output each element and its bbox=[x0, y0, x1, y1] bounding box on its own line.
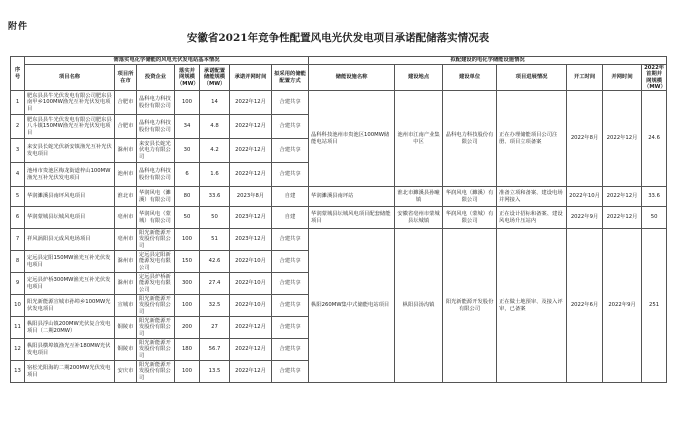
row-method: 合建共享 bbox=[272, 139, 309, 163]
row-method: 合建共享 bbox=[272, 361, 309, 383]
row-method: 合建共享 bbox=[272, 91, 309, 115]
group-header-row bbox=[11, 57, 667, 65]
row-city: 宣城市 bbox=[115, 295, 137, 317]
group-project: 需落实电化学储能的风电光伏发电站基本情况 bbox=[25, 57, 309, 65]
row-seq: 8 bbox=[11, 251, 25, 273]
col-storage-start: 开工时间 bbox=[567, 65, 603, 91]
storage-scale: 24.6 bbox=[642, 91, 667, 187]
row-method: 自建 bbox=[272, 187, 309, 207]
col-storage-location: 建设地点 bbox=[395, 65, 443, 91]
row-commit: 14 bbox=[200, 91, 230, 115]
row-investor: 定远县定阳新能源发电有限公司 bbox=[137, 251, 175, 273]
storage-grid: 2022年12月 bbox=[603, 91, 642, 187]
row-commit: 50 bbox=[200, 207, 230, 229]
col-storage-progress: 项目进展情况 bbox=[497, 65, 567, 91]
row-city: 铜陵市 bbox=[115, 317, 137, 339]
storage-progress: 正在做土地预审、及接入评审，已备案 bbox=[497, 229, 567, 383]
row-time: 2022年10月 bbox=[230, 273, 272, 295]
row-scale: 100 bbox=[175, 361, 200, 383]
row-name: 肥东县县牛光伏发电有限公司肥东县南甲乡100MW渔光互补光伏发电项目 bbox=[25, 91, 115, 115]
col-scale: 落实并网规模（MW） bbox=[175, 65, 200, 91]
storage-name: 华润蒙城县坛城风电项目配套储能项目 bbox=[309, 207, 395, 229]
row-city: 滁州市 bbox=[115, 251, 137, 273]
storage-start: 2022年10月 bbox=[567, 187, 603, 207]
col-method: 拟采用的储能配置方式 bbox=[272, 65, 309, 91]
storage-grid: 2022年12月 bbox=[603, 207, 642, 229]
storage-location: 淮北市濉溪县孙疃镇 bbox=[395, 187, 443, 207]
storage-start: 2022年9月 bbox=[567, 207, 603, 229]
row-commit: 13.5 bbox=[200, 361, 230, 383]
row-investor: 阳光新能源开发股份有限公司 bbox=[137, 361, 175, 383]
row-investor: 阳光新能源开发股份有限公司 bbox=[137, 339, 175, 361]
row-time: 2022年12月 bbox=[230, 339, 272, 361]
row-seq: 4 bbox=[11, 163, 25, 187]
row-commit: 42.6 bbox=[200, 251, 230, 273]
row-scale: 34 bbox=[175, 115, 200, 139]
col-commit: 承诺配置储能规模（MW） bbox=[200, 65, 230, 91]
row-name: 华润濉溪县南坪风电项目 bbox=[25, 187, 115, 207]
row-name: 枞阳县浮山镇200MW光伏复合发电项目（二期20MW） bbox=[25, 317, 115, 339]
row-city: 亳州市 bbox=[115, 229, 137, 251]
row-investor: 来安县长蛇光伏电力有限公司 bbox=[137, 139, 175, 163]
row-method: 合建共享 bbox=[272, 229, 309, 251]
col-storage-builder: 建设单位 bbox=[443, 65, 497, 91]
storage-table bbox=[10, 56, 667, 383]
row-commit: 27 bbox=[200, 317, 230, 339]
row-name: 肥东县县牛光伏发电有限公司肥东县八斗镇150MW渔光互补光伏发电项目 bbox=[25, 115, 115, 139]
row-commit: 27.4 bbox=[200, 273, 230, 295]
row-seq: 7 bbox=[11, 229, 25, 251]
col-city: 项目所在市 bbox=[115, 65, 137, 91]
row-city: 池州市 bbox=[115, 163, 137, 187]
row-scale: 50 bbox=[175, 207, 200, 229]
storage-scale: 50 bbox=[642, 207, 667, 229]
col-storage-name: 储能设施名称 bbox=[309, 65, 395, 91]
row-time: 2023年12月 bbox=[230, 229, 272, 251]
storage-builder: 阳光新能源开发股份有限公司 bbox=[443, 229, 497, 383]
row-seq: 12 bbox=[11, 339, 25, 361]
row-scale: 100 bbox=[175, 295, 200, 317]
row-scale: 200 bbox=[175, 317, 200, 339]
row-investor: 华润风电（濉溪）有限公司 bbox=[137, 187, 175, 207]
row-time: 2023年12月 bbox=[230, 207, 272, 229]
row-city: 安庆市 bbox=[115, 361, 137, 383]
storage-name: 华润濉溪县南坪站 bbox=[309, 187, 395, 207]
row-time: 2022年12月 bbox=[230, 91, 272, 115]
row-investor: 定远县炉桥新能源发电有限公司 bbox=[137, 273, 175, 295]
row-commit: 1.6 bbox=[200, 163, 230, 187]
row-scale: 180 bbox=[175, 339, 200, 361]
row-city: 淮北市 bbox=[115, 187, 137, 207]
row-time: 2022年12月 bbox=[230, 115, 272, 139]
row-name: 祥风涡阳县元成风电场项目 bbox=[25, 229, 115, 251]
storage-start: 2022年8月 bbox=[567, 91, 603, 187]
row-time: 2022年10月 bbox=[230, 295, 272, 317]
storage-location: 安徽省亳州市蒙城县坛城镇 bbox=[395, 207, 443, 229]
row-city: 滁州市 bbox=[115, 139, 137, 163]
row-seq: 5 bbox=[11, 187, 25, 207]
row-investor: 阳光新能源开发股份有限公司 bbox=[137, 317, 175, 339]
row-investor: 晶科电力科技股份有限公司 bbox=[137, 115, 175, 139]
storage-builder: 华润风电（蒙城）有限公司 bbox=[443, 207, 497, 229]
storage-builder: 华润风电（濉溪）有限公司 bbox=[443, 187, 497, 207]
row-investor: 阳光新能源开发股份有限公司 bbox=[137, 229, 175, 251]
row-method: 合建共享 bbox=[272, 273, 309, 295]
row-seq: 9 bbox=[11, 273, 25, 295]
row-name: 华润蒙城县坛城风电项目 bbox=[25, 207, 115, 229]
row-scale: 30 bbox=[175, 139, 200, 163]
storage-grid: 2022年12月 bbox=[603, 187, 642, 207]
storage-progress: 准备立项和备案、建设电场并网接入 bbox=[497, 187, 567, 207]
row-method: 合建共享 bbox=[272, 251, 309, 273]
row-name: 枞阳县横埠镇渔光互补180MW光伏发电项目 bbox=[25, 339, 115, 361]
storage-name: 枞阳260MW集中式储能电站项目 bbox=[309, 229, 395, 383]
row-seq: 11 bbox=[11, 317, 25, 339]
row-city: 合肥市 bbox=[115, 115, 137, 139]
row-time: 2022年12月 bbox=[230, 163, 272, 187]
table-row bbox=[11, 207, 667, 229]
row-commit: 33.6 bbox=[200, 187, 230, 207]
col-commit-time: 承诺并网时间 bbox=[230, 65, 272, 91]
row-method: 合建共享 bbox=[272, 295, 309, 317]
col-storage-scale: 2022年首期并网规模（MW） bbox=[642, 65, 667, 91]
row-city: 合肥市 bbox=[115, 91, 137, 115]
row-time: 2023年8月 bbox=[230, 187, 272, 207]
row-seq: 13 bbox=[11, 361, 25, 383]
row-method: 合建共享 bbox=[272, 163, 309, 187]
group-storage: 拟配建设的电化学储能设施情况 bbox=[309, 57, 667, 65]
row-seq: 3 bbox=[11, 139, 25, 163]
storage-grid: 2022年9月 bbox=[603, 229, 642, 383]
col-investor: 投资企业 bbox=[137, 65, 175, 91]
storage-location: 枞阳县汤沟镇 bbox=[395, 229, 443, 383]
annex-label: 附件 bbox=[8, 22, 29, 32]
storage-name: 晶科科技池州市贵池区100MW储能电站项目 bbox=[309, 91, 395, 187]
row-scale: 150 bbox=[175, 251, 200, 273]
row-name: 宿松光阳海的二期200MW光伏发电项目 bbox=[25, 361, 115, 383]
row-time: 2022年12月 bbox=[230, 139, 272, 163]
column-header-row bbox=[11, 65, 667, 91]
document-title: 安徽省2021年竞争性配置风电光伏发电项目承诺配储落实情况表 bbox=[186, 32, 490, 44]
row-city: 滁州市 bbox=[115, 273, 137, 295]
storage-scale: 251 bbox=[642, 229, 667, 383]
row-time: 2022年10月 bbox=[230, 251, 272, 273]
row-seq: 1 bbox=[11, 91, 25, 115]
row-commit: 51 bbox=[200, 229, 230, 251]
col-name: 项目名称 bbox=[25, 65, 115, 91]
row-scale: 80 bbox=[175, 187, 200, 207]
col-seq: 序号 bbox=[11, 57, 25, 91]
row-name: 阳光新能源宣城市孙埠乡100MW光伏发电项目 bbox=[25, 295, 115, 317]
row-seq: 10 bbox=[11, 295, 25, 317]
row-investor: 晶科电力科技股份有限公司 bbox=[137, 163, 175, 187]
storage-start: 2022年6月 bbox=[567, 229, 603, 383]
row-investor: 晶科电力科技股份有限公司 bbox=[137, 91, 175, 115]
row-commit: 32.5 bbox=[200, 295, 230, 317]
table-row bbox=[11, 91, 667, 115]
table-row bbox=[11, 229, 667, 251]
storage-location: 池州市江南产业集中区 bbox=[395, 91, 443, 187]
row-method: 自建 bbox=[272, 207, 309, 229]
row-time: 2022年12月 bbox=[230, 361, 272, 383]
row-time: 2022年12月 bbox=[230, 317, 272, 339]
row-method: 合建共享 bbox=[272, 317, 309, 339]
row-commit: 4.2 bbox=[200, 139, 230, 163]
row-scale: 6 bbox=[175, 163, 200, 187]
row-method: 合建共享 bbox=[272, 339, 309, 361]
row-city: 亳州市 bbox=[115, 207, 137, 229]
col-storage-grid: 并网时间 bbox=[603, 65, 642, 91]
row-city: 铜陵市 bbox=[115, 339, 137, 361]
storage-builder: 晶科电力科技股份有限公司 bbox=[443, 91, 497, 187]
row-commit: 56.7 bbox=[200, 339, 230, 361]
row-commit: 4.8 bbox=[200, 115, 230, 139]
row-scale: 100 bbox=[175, 229, 200, 251]
storage-progress: 正在设计招标和备案、建设风电场升压站内 bbox=[497, 207, 567, 229]
storage-progress: 正在办理储能项目公司注册、项目立项备案 bbox=[497, 91, 567, 187]
row-name: 定远县定阳150MW渔光互补光伏发电项目 bbox=[25, 251, 115, 273]
row-scale: 300 bbox=[175, 273, 200, 295]
row-name: 来安县长蛇光伏新安镇渔光互补光伏发电项目 bbox=[25, 139, 115, 163]
row-investor: 华润风电（蒙城）有限公司 bbox=[137, 207, 175, 229]
row-method: 合建共享 bbox=[272, 115, 309, 139]
storage-scale: 33.6 bbox=[642, 187, 667, 207]
row-name: 池州市贵池区梅龙街道梓山100MW渔光互补光伏发电项目 bbox=[25, 163, 115, 187]
row-name: 定远县炉桥300MW渔光互补光伏发电项目 bbox=[25, 273, 115, 295]
row-scale: 100 bbox=[175, 91, 200, 115]
row-seq: 2 bbox=[11, 115, 25, 139]
row-seq: 6 bbox=[11, 207, 25, 229]
table-row bbox=[11, 187, 667, 207]
row-investor: 阳光新能源开发股份有限公司 bbox=[137, 295, 175, 317]
